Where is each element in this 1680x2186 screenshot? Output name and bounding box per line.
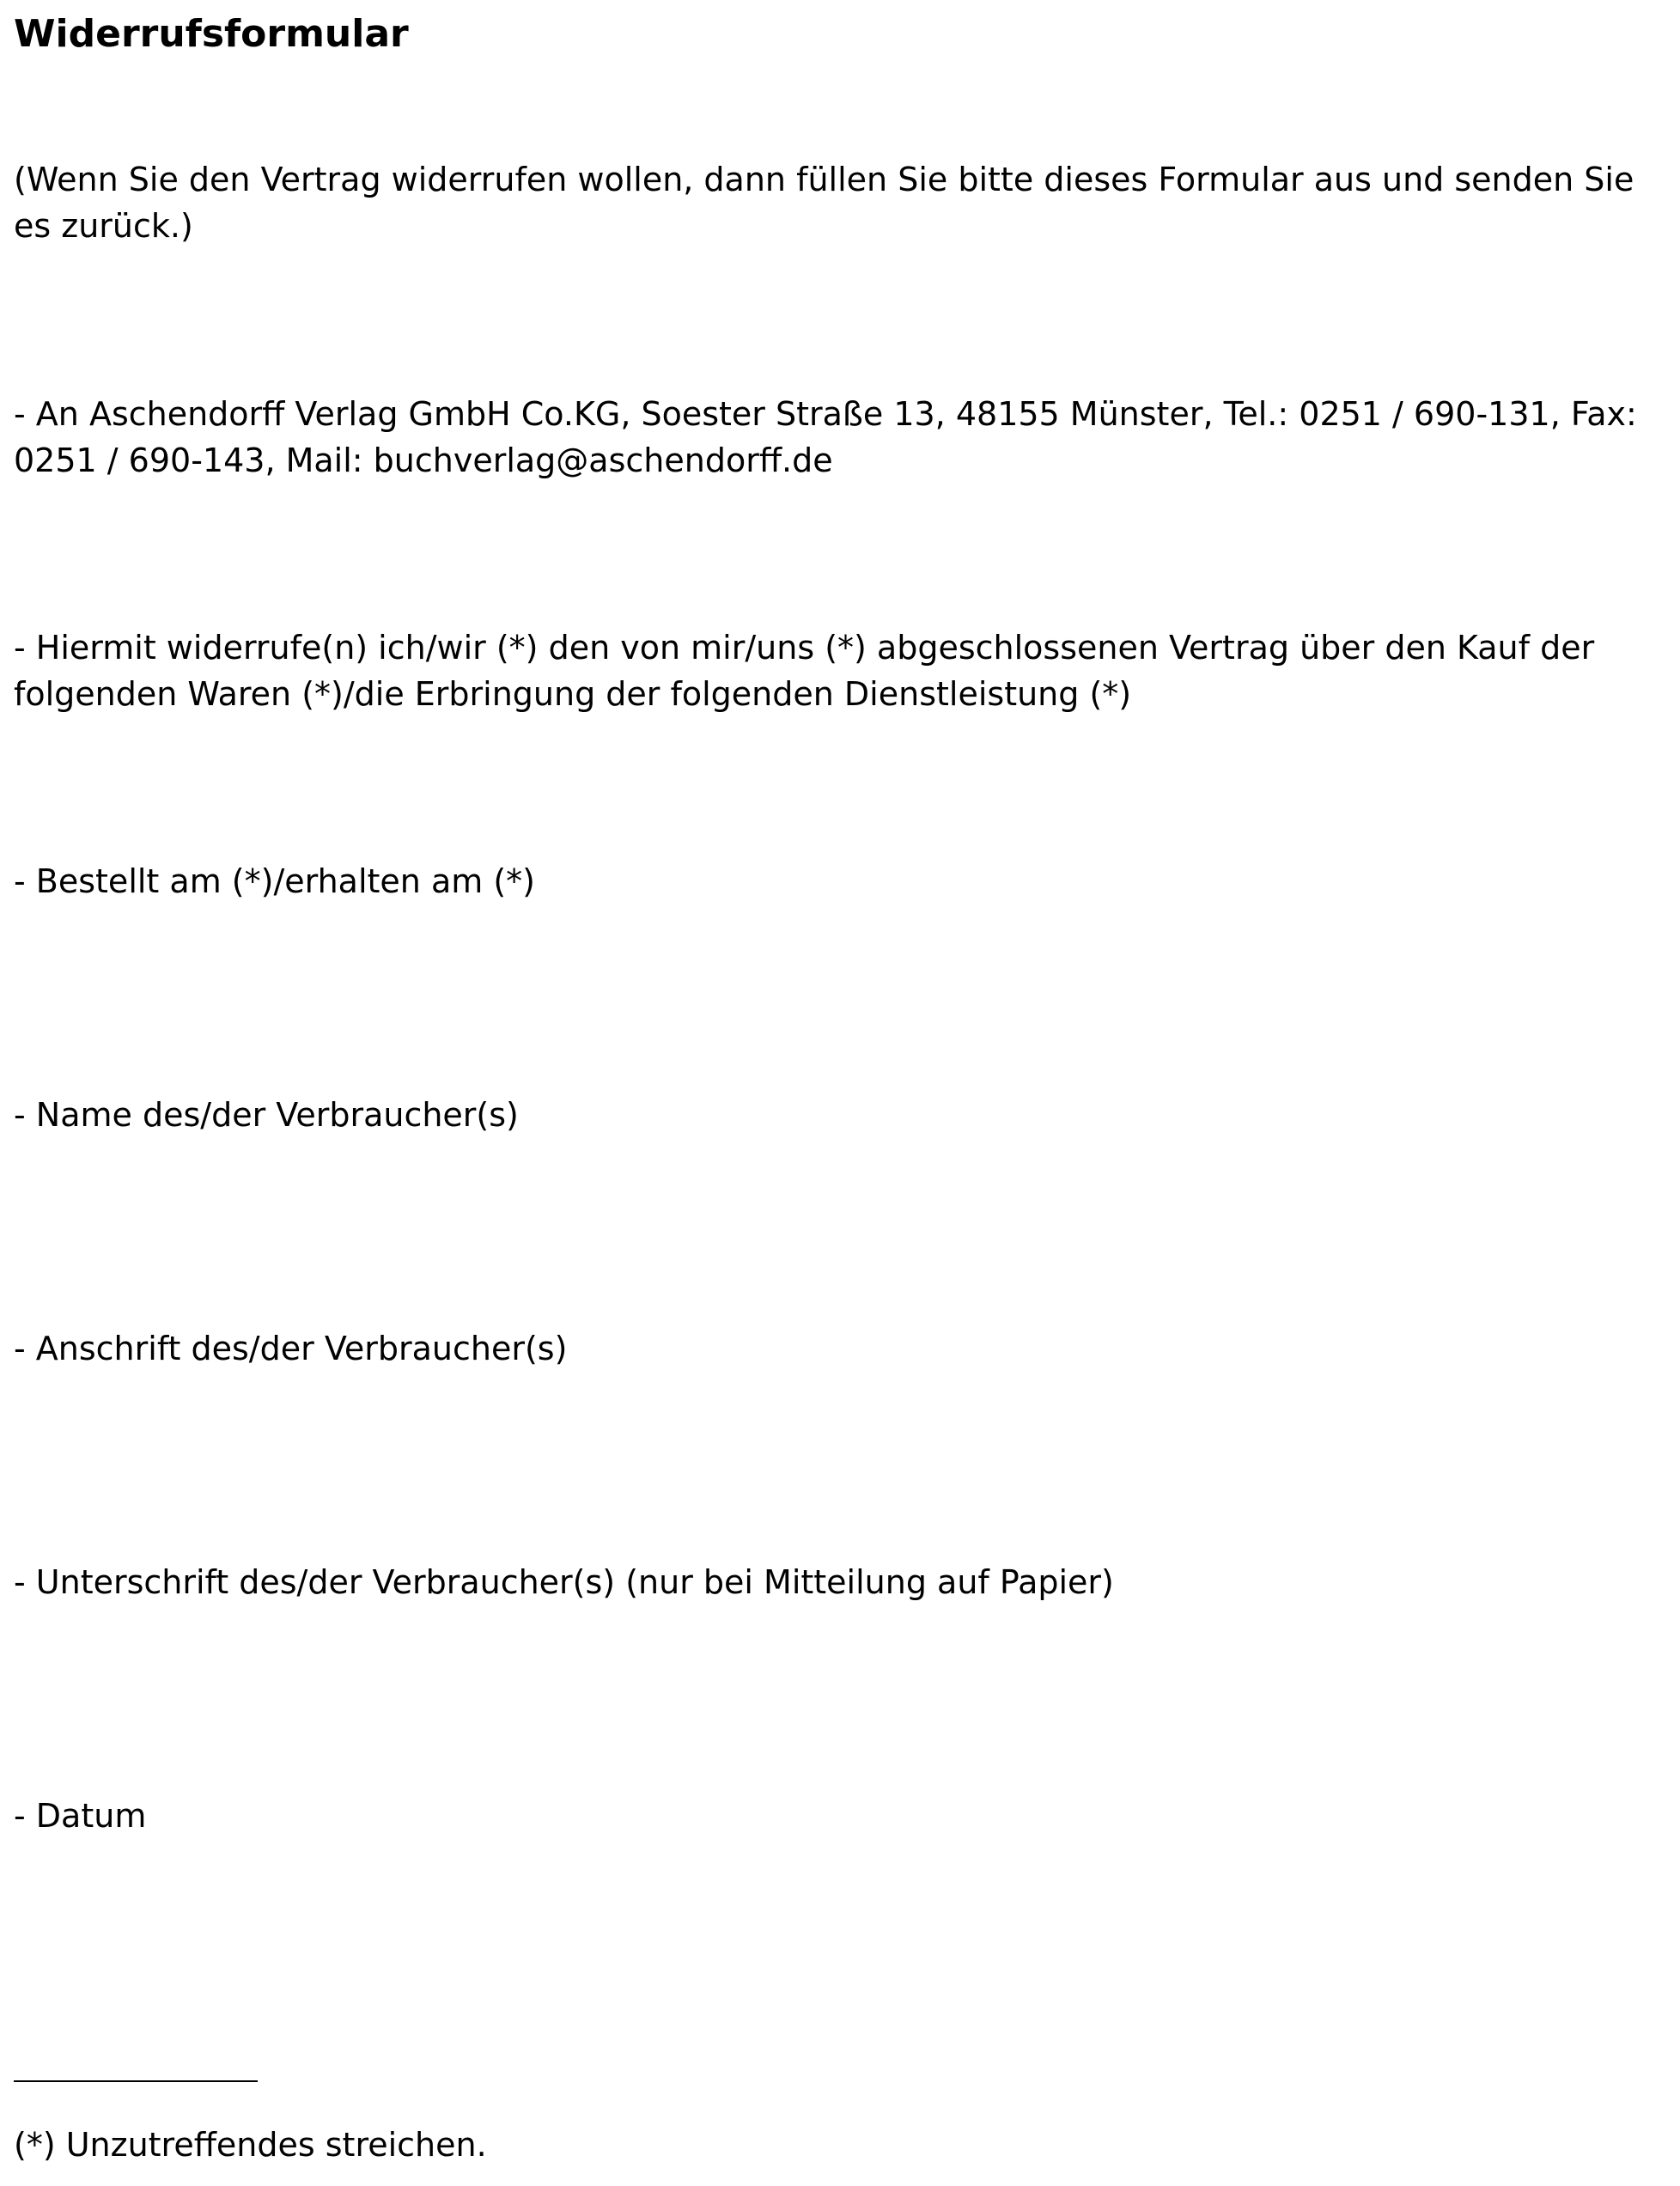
intro-paragraph: (Wenn Sie den Vertrag widerrufen wollen, dann füllen Sie bitte dieses Formular aus und senden Sie es zurück.)	[14, 161, 1634, 245]
ordered-received-field-label: - Bestellt am (*)/erhalten am (*)	[14, 862, 535, 900]
consumer-name-field-label: - Name des/der Verbraucher(s)	[14, 1096, 519, 1134]
footnote-divider	[14, 2080, 258, 2082]
consumer-address-field-label: - Anschrift des/der Verbraucher(s)	[14, 1330, 568, 1367]
document-title: Widerrufsformular	[14, 12, 409, 56]
revocation-statement-paragraph: - Hiermit widerrufe(n) ich/wir (*) den von mir/uns (*) abgeschlossenen Vertrag über den Kauf der folgenden Waren (*)/die Erbringung der folgenden Dienstleistung (*)	[14, 629, 1595, 713]
recipient-address-paragraph: - An Aschendorff Verlag GmbH Co.KG, Soester Straße 13, 48155 Münster, Tel.: 0251 / 690-131, Fax: 0251 / 690-143, Mail: buchverlag@aschendorff.de	[14, 395, 1637, 479]
footnote-text: (*) Unzutreffendes streichen.	[14, 2126, 487, 2164]
date-field-label: - Datum	[14, 1797, 147, 1835]
consumer-signature-field-label: - Unterschrift des/der Verbraucher(s) (nur bei Mitteilung auf Papier)	[14, 1563, 1114, 1601]
